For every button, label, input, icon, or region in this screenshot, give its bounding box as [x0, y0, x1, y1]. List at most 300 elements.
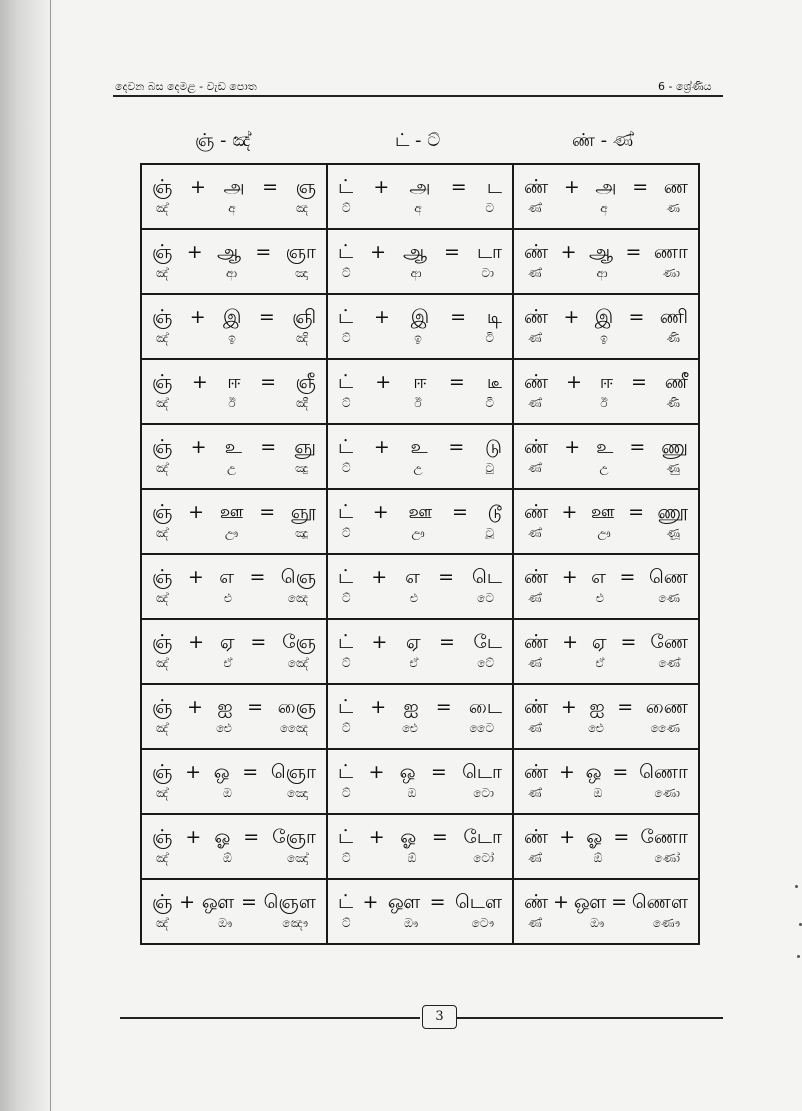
combination-cell [327, 294, 513, 359]
sinhala-result: ඤේ [287, 656, 308, 670]
result-letter: டா [476, 241, 502, 263]
equals-sign: = [430, 761, 447, 783]
sinhala-transliteration [152, 785, 316, 801]
sinhala-consonant: ඤ් [156, 851, 169, 865]
sinhala-vowel: ඒ [409, 656, 419, 670]
tamil-equation [152, 685, 316, 720]
consonant: ஞ் [152, 241, 173, 263]
consonant: ஞ் [152, 826, 173, 848]
tamil-equation [152, 815, 316, 850]
table-row [141, 489, 699, 554]
sinhala-vowel: අ [414, 201, 422, 215]
equals-sign: = [255, 241, 272, 263]
vowel: ஏ [219, 631, 235, 653]
sinhala-consonant: ණ් [528, 591, 542, 605]
equals-sign: = [259, 501, 276, 523]
sinhala-result: ටි [485, 331, 494, 345]
sinhala-result: ඤූ [295, 526, 308, 540]
equals-sign: = [628, 501, 645, 523]
sinhala-result: ටා [481, 266, 494, 280]
tamil-equation [152, 880, 316, 915]
plus-sign: + [362, 891, 379, 913]
combination-cell [513, 359, 699, 424]
vowel: ஈ [599, 371, 614, 393]
tamil-equation [152, 555, 316, 590]
vowel: ஆ [589, 241, 614, 263]
result-letter: ஞு [294, 436, 316, 458]
result-letter: ணௌ [631, 891, 688, 913]
tamil-equation [338, 490, 502, 525]
table-row [141, 554, 699, 619]
sinhala-vowel: ඌ [224, 526, 239, 540]
plus-sign: + [368, 761, 385, 783]
consonant: ஞ் [152, 761, 173, 783]
consonant: ண் [524, 631, 549, 653]
consonant: ஞ் [152, 176, 173, 198]
combination-cell [327, 684, 513, 749]
sinhala-consonant: ණ් [528, 721, 542, 735]
combination-cell [513, 164, 699, 229]
sinhala-result: ණෙ [658, 591, 680, 605]
tamil-equation [338, 360, 502, 395]
sinhala-consonant: ණ් [528, 526, 542, 540]
consonant: ஞ் [152, 371, 173, 393]
result-letter: டௌ [454, 891, 502, 913]
equals-sign: = [617, 696, 634, 718]
equals-sign: = [629, 436, 646, 458]
sinhala-result: ටු [485, 461, 494, 475]
sinhala-vowel: ඕ [223, 851, 232, 865]
result-letter: ணு [661, 436, 688, 458]
plus-sign: + [561, 501, 578, 523]
vowel: அ [409, 176, 431, 198]
sinhala-vowel: ඊ [414, 396, 422, 410]
result-letter: டொ [462, 761, 502, 783]
combination-cell [141, 814, 327, 879]
sinhala-result: ණෛ [650, 721, 680, 735]
plus-sign: + [185, 761, 202, 783]
sinhala-consonant: ට් [342, 526, 351, 540]
sinhala-result: ටේ [477, 656, 494, 670]
vowel: உ [224, 436, 243, 458]
sinhala-transliteration [338, 785, 502, 801]
tamil-equation [524, 230, 688, 265]
vowel: ஓ [586, 826, 603, 848]
plus-sign: + [370, 696, 387, 718]
plus-sign: + [564, 436, 581, 458]
combination-cell [513, 489, 699, 554]
vowel: ஊ [219, 501, 244, 523]
sinhala-result: ඤි [295, 331, 308, 345]
equals-sign: = [258, 306, 275, 328]
tamil-equation [338, 165, 502, 200]
equals-sign: = [450, 306, 466, 328]
sinhala-result: ඤී [295, 396, 308, 410]
result-letter: ட [486, 176, 502, 198]
plus-sign: + [373, 306, 390, 328]
tamil-equation [338, 880, 502, 915]
tamil-equation [338, 425, 502, 460]
consonant: ண் [524, 306, 549, 328]
sinhala-vowel: ඒ [223, 656, 233, 670]
column-heading: ட் - ට් [395, 130, 441, 151]
consonant: ஞ் [152, 696, 173, 718]
equals-sign: = [448, 436, 465, 458]
sinhala-result: ඤ [295, 201, 308, 215]
combination-cell [513, 294, 699, 359]
combination-cell [141, 879, 327, 944]
sinhala-transliteration [152, 395, 316, 411]
sinhala-vowel: එ [595, 591, 604, 605]
sinhala-vowel: ආ [596, 266, 608, 280]
sinhala-transliteration [152, 590, 316, 606]
equals-sign: = [612, 761, 629, 783]
consonant: ண் [524, 696, 549, 718]
result-letter: ஞௌ [263, 891, 316, 913]
equals-sign: = [625, 241, 642, 263]
sinhala-result: ණො [654, 786, 680, 800]
vowel: ஔ [573, 891, 607, 913]
vowel: ஔ [201, 891, 235, 913]
sinhala-result: ඤො [286, 786, 308, 800]
consonant: ண் [524, 761, 549, 783]
scan-specks [795, 885, 802, 985]
sinhala-vowel: ඕ [407, 851, 417, 865]
vowel: ஓ [214, 826, 231, 848]
sinhala-transliteration [152, 265, 316, 281]
column-heading: ஞ் - ඤ් [195, 130, 251, 151]
consonant: ட் [338, 761, 354, 783]
sinhala-vowel: අ [228, 201, 236, 215]
sinhala-result: ණෞ [652, 916, 680, 930]
consonant: ட் [338, 566, 354, 588]
sinhala-result: ණූ [666, 526, 680, 540]
table-row [141, 619, 699, 684]
sinhala-result: ඤෛ [279, 721, 308, 735]
sinhala-consonant: ට් [342, 656, 351, 670]
table-row [141, 229, 699, 294]
vowel: ஆ [217, 241, 242, 263]
sinhala-vowel: ඉ [600, 331, 608, 345]
vowel: ஐ [589, 696, 605, 718]
result-letter: ஞொ [270, 761, 316, 783]
sinhala-consonant: ඤ් [156, 461, 169, 475]
plus-sign: + [371, 631, 388, 653]
sinhala-result: ඤෞ [282, 916, 308, 930]
sinhala-consonant: ට් [342, 201, 351, 215]
result-letter: டே [473, 631, 502, 653]
plus-sign: + [179, 891, 196, 913]
consonant: ட் [338, 696, 354, 718]
sinhala-transliteration [152, 525, 316, 541]
sinhala-transliteration [338, 590, 502, 606]
plus-sign: + [371, 566, 388, 588]
plus-sign: + [372, 501, 389, 523]
plus-sign: + [375, 371, 392, 393]
consonant: ஞ் [152, 436, 173, 458]
equals-sign: = [450, 176, 467, 198]
result-letter: ணோ [640, 826, 688, 848]
equals-sign: = [429, 891, 446, 913]
sinhala-consonant: ණ් [528, 916, 542, 930]
combination-cell [327, 489, 513, 554]
tamil-equation [524, 555, 688, 590]
result-letter: ஞ [295, 176, 316, 198]
tamil-equation [152, 360, 316, 395]
equals-sign: = [444, 241, 460, 263]
consonant: ண் [524, 371, 549, 393]
consonant: ண் [524, 241, 549, 263]
equals-sign: = [242, 761, 259, 783]
combination-cell [513, 424, 699, 489]
combination-cell [141, 619, 327, 684]
consonant: ட் [338, 501, 354, 523]
tamil-equation [338, 750, 502, 785]
vowel: இ [223, 306, 242, 328]
equals-sign: = [247, 696, 264, 718]
sinhala-result: ණා [662, 266, 680, 280]
footer-rule-right [457, 1017, 723, 1019]
plus-sign: + [368, 826, 385, 848]
tamil-equation [152, 165, 316, 200]
sinhala-vowel: ඖ [218, 916, 233, 930]
combination-cell [513, 684, 699, 749]
result-letter: ஞோ [272, 826, 316, 848]
sinhala-result: ටෞ [471, 916, 494, 930]
combination-cell [513, 749, 699, 814]
tamil-equation [524, 815, 688, 850]
sinhala-transliteration [338, 200, 502, 216]
vowel: எ [591, 566, 606, 588]
consonant: ட் [338, 306, 354, 328]
vowel: ஒ [399, 761, 416, 783]
sinhala-vowel: ඉ [414, 331, 422, 345]
plus-sign: + [186, 696, 203, 718]
sinhala-consonant: ඤ් [156, 526, 169, 540]
result-letter: ஞூ [290, 501, 316, 523]
combination-cell [327, 554, 513, 619]
sinhala-vowel: එ [409, 591, 418, 605]
tamil-equation [524, 620, 688, 655]
result-letter: டீ [486, 371, 502, 393]
sinhala-vowel: ඔ [593, 786, 603, 800]
sinhala-vowel: ආ [410, 266, 422, 280]
plus-sign: + [186, 241, 203, 263]
sinhala-transliteration [524, 850, 688, 866]
vowel: உ [410, 436, 428, 458]
equals-sign: = [619, 566, 636, 588]
result-letter: டெ [472, 566, 502, 588]
sinhala-transliteration [338, 330, 502, 346]
sinhala-consonant: ඤ් [156, 396, 169, 410]
equals-sign: = [260, 436, 277, 458]
combination-cell [141, 489, 327, 554]
sinhala-result: ඤෙ [287, 591, 308, 605]
footer-rule-left [120, 1017, 420, 1019]
result-letter: ஞா [285, 241, 316, 263]
column-headings [140, 130, 700, 160]
sinhala-vowel: ඓ [402, 721, 418, 735]
sinhala-result: ණේ [658, 656, 680, 670]
sinhala-consonant: ණ් [528, 851, 542, 865]
plus-sign: + [561, 566, 578, 588]
combination-cell [141, 554, 327, 619]
sinhala-vowel: එ [223, 591, 232, 605]
sinhala-transliteration [524, 915, 688, 931]
tamil-equation [338, 685, 502, 720]
vowel: ஏ [405, 631, 421, 653]
equals-sign: = [243, 826, 260, 848]
vowel: இ [410, 306, 430, 328]
tamil-equation [152, 230, 316, 265]
sinhala-result: ටෙ [477, 591, 494, 605]
combination-cell [513, 554, 699, 619]
plus-sign: + [373, 436, 390, 458]
vowel: ஓ [400, 826, 417, 848]
sinhala-transliteration [524, 590, 688, 606]
sinhala-transliteration [524, 785, 688, 801]
plus-sign: + [373, 176, 390, 198]
result-letter: ண [663, 176, 688, 198]
result-letter: ணெ [648, 566, 688, 588]
combination-cell [513, 619, 699, 684]
combination-cell [141, 229, 327, 294]
sinhala-transliteration [524, 395, 688, 411]
table-row [141, 294, 699, 359]
combination-cell [513, 229, 699, 294]
table-row [141, 424, 699, 489]
equals-sign: = [613, 826, 630, 848]
tamil-equation [524, 165, 688, 200]
vowel: இ [594, 306, 614, 328]
consonant: ஞ் [152, 891, 173, 913]
consonant: ண் [524, 501, 549, 523]
sinhala-consonant: ණ් [528, 331, 542, 345]
consonant: ட் [338, 631, 354, 653]
vowel: எ [405, 566, 420, 588]
vowel: ஐ [403, 696, 419, 718]
consonant: ஞ் [152, 566, 173, 588]
letter-combination-table [140, 163, 700, 945]
tamil-equation [524, 360, 688, 395]
consonant: ட் [338, 436, 354, 458]
equals-sign: = [438, 566, 454, 588]
consonant: ஞ் [152, 306, 173, 328]
sinhala-consonant: ට් [342, 721, 351, 735]
sinhala-vowel: උ [599, 461, 609, 475]
sinhala-transliteration [524, 265, 688, 281]
sinhala-consonant: ට් [342, 591, 351, 605]
sinhala-consonant: ඤ් [156, 656, 169, 670]
combination-cell [141, 359, 327, 424]
sinhala-vowel: ඓ [588, 721, 604, 735]
consonant: ட் [338, 371, 354, 393]
combination-cell [141, 424, 327, 489]
tamil-equation [338, 620, 502, 655]
vowel: அ [595, 176, 617, 198]
result-letter: ணூ [657, 501, 688, 523]
consonant: ட் [338, 241, 354, 263]
result-letter: டோ [463, 826, 502, 848]
sinhala-consonant: ණ් [528, 786, 542, 800]
tamil-equation [524, 750, 688, 785]
table-row [141, 814, 699, 879]
equals-sign: = [240, 891, 257, 913]
sinhala-consonant: ඤ් [156, 591, 169, 605]
consonant: ஞ் [152, 631, 173, 653]
sinhala-transliteration [338, 525, 502, 541]
sinhala-transliteration [524, 525, 688, 541]
tamil-equation [152, 425, 316, 460]
equals-sign: = [632, 176, 649, 198]
consonant: ண் [524, 566, 549, 588]
table-row [141, 684, 699, 749]
combination-cell [141, 749, 327, 814]
sinhala-transliteration [152, 720, 316, 736]
result-letter: ணா [653, 241, 688, 263]
result-letter: ஞை [277, 696, 316, 718]
combination-cell [327, 359, 513, 424]
sinhala-transliteration [338, 395, 502, 411]
vowel: ஊ [590, 501, 615, 523]
combination-cell [513, 814, 699, 879]
sinhala-transliteration [152, 330, 316, 346]
combination-cell [327, 749, 513, 814]
sinhala-vowel: ඖ [404, 916, 419, 930]
result-letter: ணே [650, 631, 688, 653]
vowel: ஈ [413, 371, 427, 393]
sinhala-transliteration [152, 850, 316, 866]
plus-sign: + [190, 436, 207, 458]
tamil-equation [338, 815, 502, 850]
vowel: ஒ [585, 761, 602, 783]
sinhala-vowel: උ [413, 461, 423, 475]
sinhala-vowel: ඕ [593, 851, 603, 865]
combination-cell [513, 879, 699, 944]
sinhala-consonant: ඤ් [156, 201, 169, 215]
combination-cell [327, 619, 513, 684]
sinhala-vowel: ඊ [228, 396, 236, 410]
sinhala-consonant: ණ් [528, 396, 542, 410]
sinhala-transliteration [152, 915, 316, 931]
tamil-equation [152, 490, 316, 525]
equals-sign: = [448, 371, 465, 393]
plus-sign: + [559, 826, 576, 848]
sinhala-result: ඤා [295, 266, 308, 280]
table-row [141, 359, 699, 424]
sinhala-transliteration [524, 330, 688, 346]
combination-cell [141, 164, 327, 229]
plus-sign: + [189, 176, 206, 198]
sinhala-transliteration [524, 655, 688, 671]
sinhala-consonant: ඤ් [156, 721, 169, 735]
plus-sign: + [188, 501, 205, 523]
equals-sign: = [439, 631, 455, 653]
sinhala-consonant: ට් [342, 461, 351, 475]
equals-sign: = [262, 176, 279, 198]
sinhala-consonant: ඤ් [156, 916, 169, 930]
sinhala-vowel: ඔ [223, 786, 232, 800]
plus-sign: + [560, 696, 577, 718]
sinhala-result: ටෛ [469, 721, 494, 735]
plus-sign: + [370, 241, 387, 263]
sinhala-vowel: ඉ [228, 331, 236, 345]
sinhala-vowel: අ [600, 201, 608, 215]
sinhala-consonant: ට් [342, 851, 351, 865]
combination-cell [327, 164, 513, 229]
sinhala-transliteration [152, 200, 316, 216]
result-letter: டை [468, 696, 502, 718]
